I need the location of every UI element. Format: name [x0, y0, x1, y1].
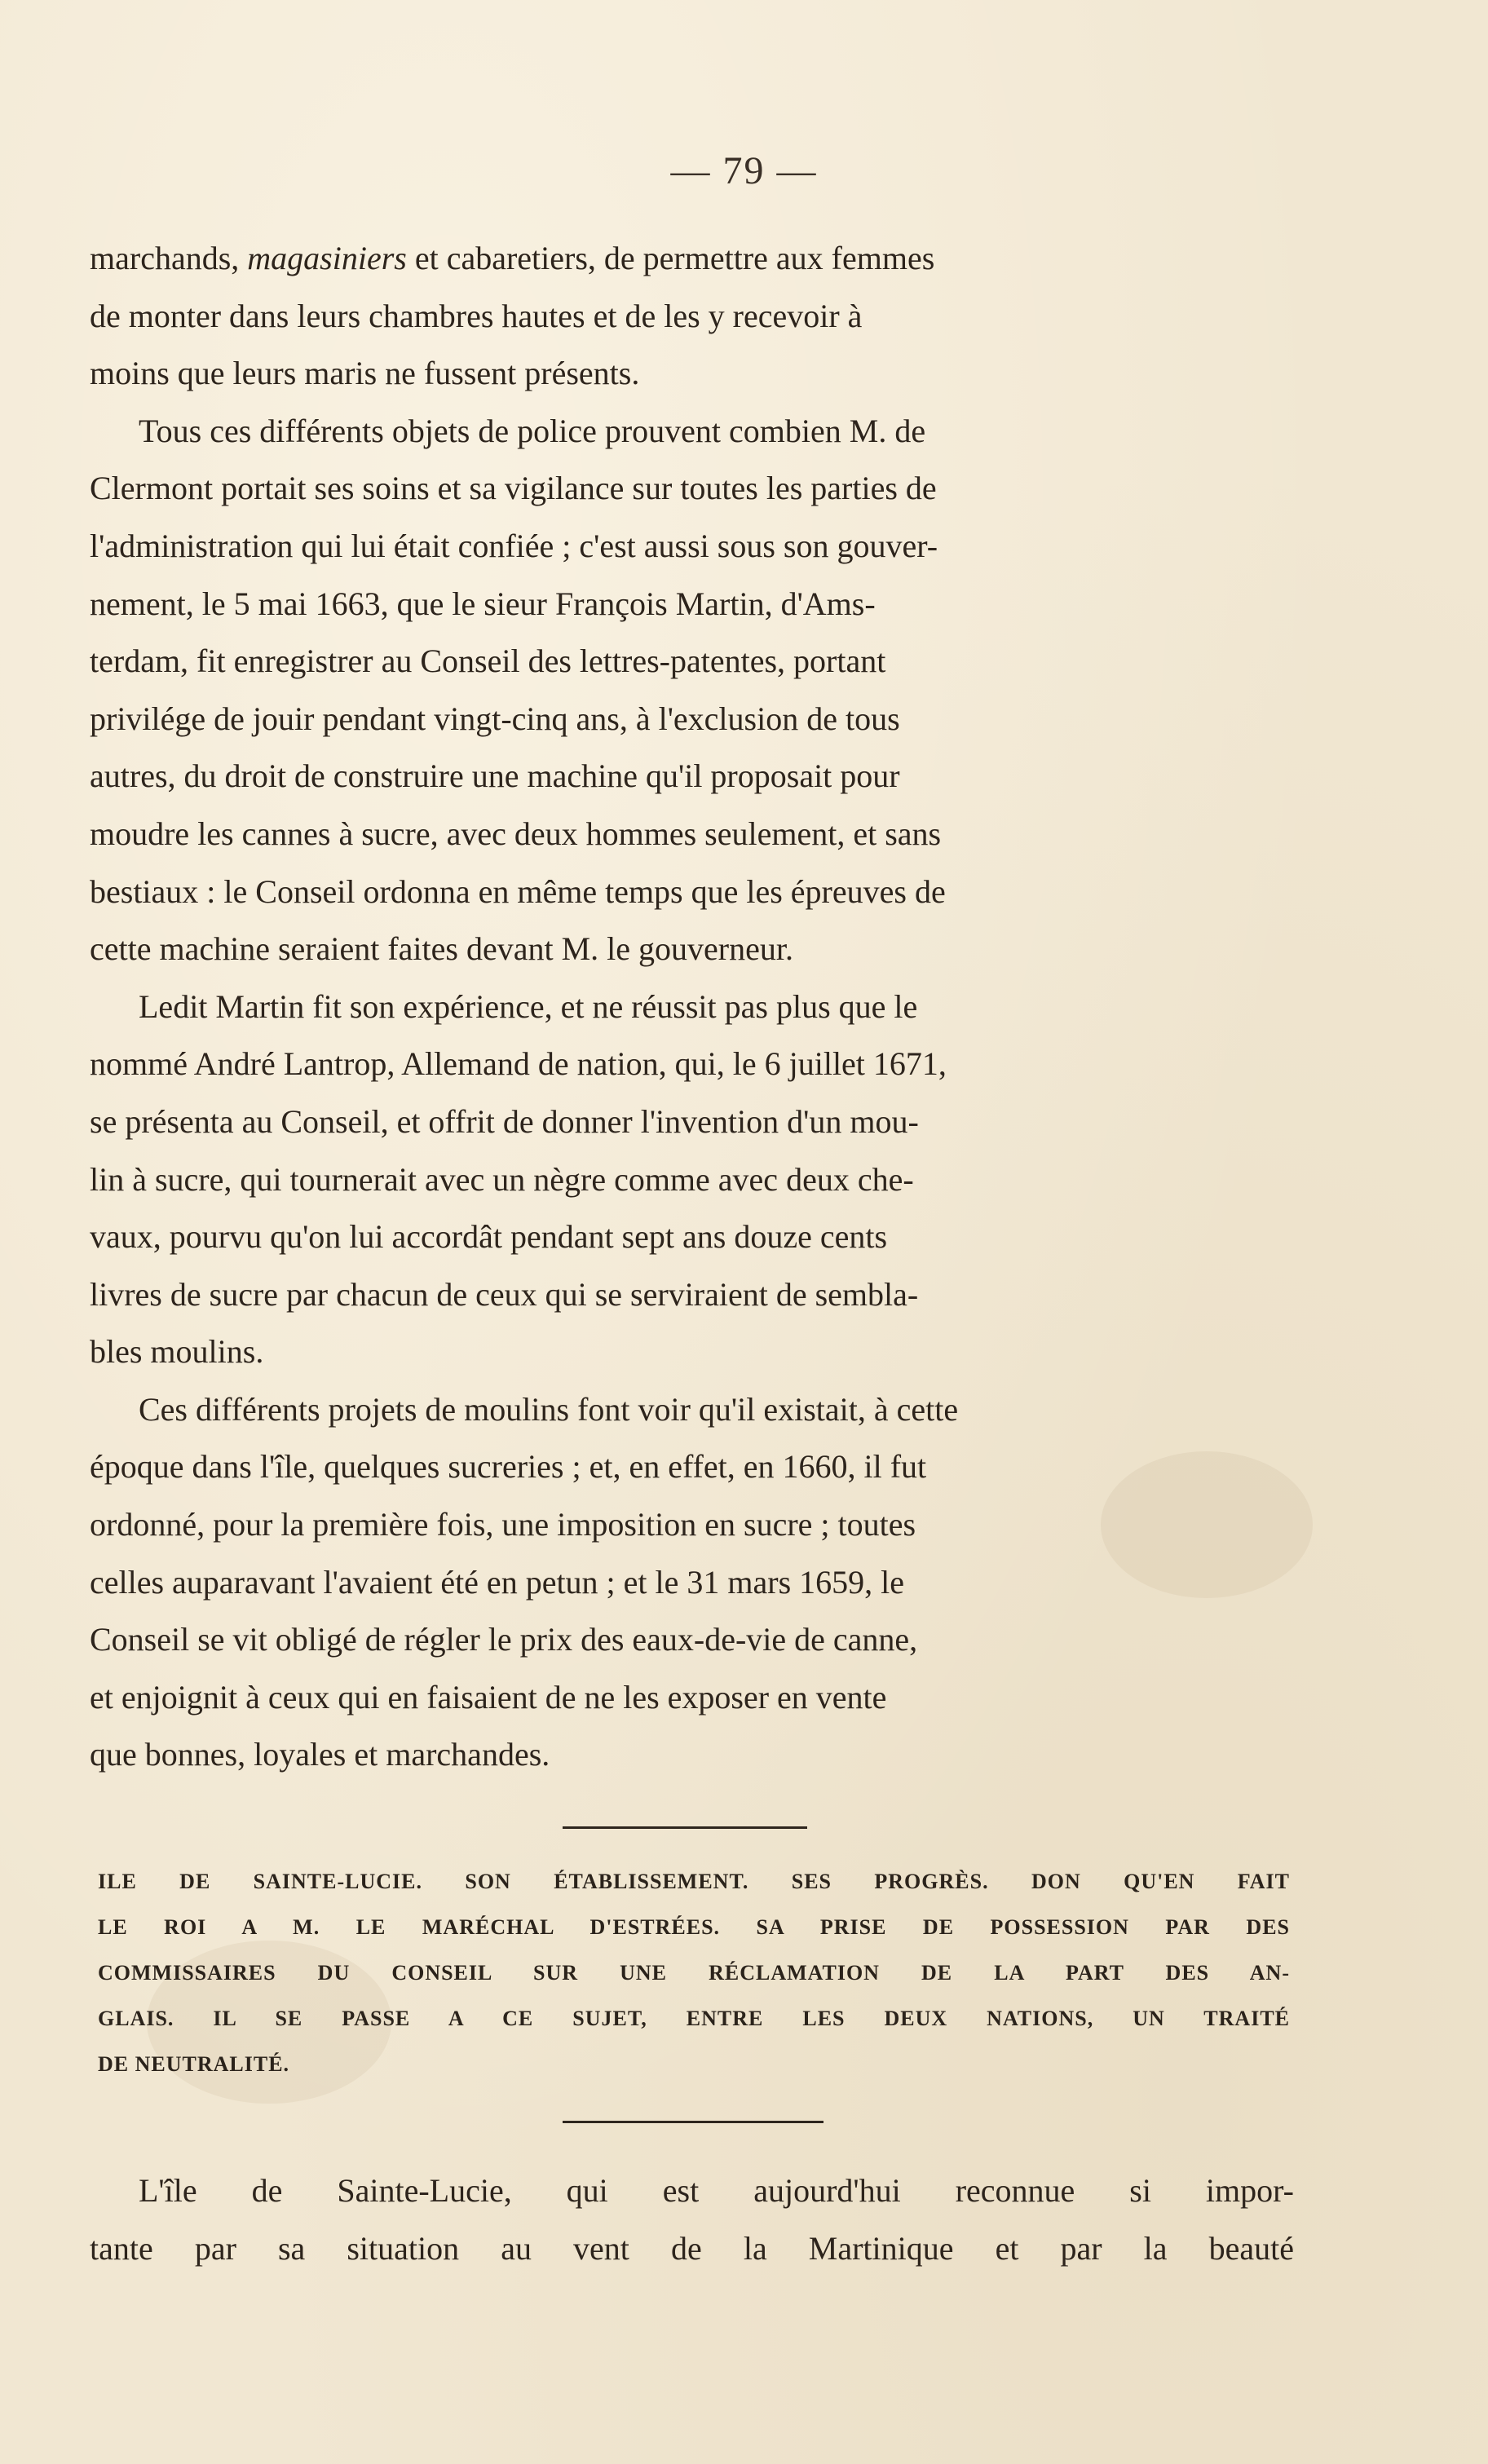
- text-line: cette machine seraient faites devant M. le gouverneur.: [90, 930, 793, 968]
- text-line: l'administration qui lui était confiée ; c'est aussi sous son gouver-: [90, 527, 938, 564]
- summary-line: GLAIS. IL SE PASSE A CE SUJET, ENTRE LES DEUX NATIONS, UN TRAITÉ: [98, 2007, 1290, 2030]
- text-line: privilége de jouir pendant vingt-cinq ans, à l'exclusion de tous: [90, 700, 900, 737]
- text-line: terdam, fit enregistrer au Conseil des lettres-patentes, portant: [90, 642, 886, 680]
- body-text: [90, 230, 1294, 1784]
- summary-line: COMMISSAIRES DU CONSEIL SUR UNE RÉCLAMATION DE LA PART DES AN-: [98, 1961, 1290, 1985]
- summary-line: LE ROI A M. LE MARÉCHAL D'ESTRÉES. SA PRISE DE POSSESSION PAR DES: [98, 1915, 1290, 1939]
- text-line: celles auparavant l'avaient été en petun ; et le 31 mars 1659, le: [90, 1563, 905, 1601]
- text-line: ordonné, pour la première fois, une imposition en sucre ; toutes: [90, 1506, 916, 1543]
- text-line: Clermont portait ses soins et sa vigilance sur toutes les parties de: [90, 470, 937, 507]
- text-line: moins que leurs maris ne fussent présents.: [90, 355, 640, 392]
- chapter-summary: [98, 1859, 1290, 2087]
- text-line: Tous ces différents objets de police prouvent combien M. de: [139, 412, 926, 449]
- summary-line: DE NEUTRALITÉ.: [98, 2052, 290, 2076]
- page-number: — 79 —: [670, 149, 818, 192]
- text-line: de monter dans leurs chambres hautes et de les y recevoir à: [90, 297, 863, 334]
- text-line: livres de sucre par chacun de ceux qui se serviraient de sembla-: [90, 1275, 919, 1313]
- text-line: bestiaux : le Conseil ordonna en même temps que les épreuves de: [90, 872, 946, 910]
- italic-word: magasiniers: [247, 240, 407, 276]
- text-line: autres, du droit de construire une machine qu'il proposait pour: [90, 757, 900, 795]
- text-line: marchands, magasiniers et cabaretiers, de permettre aux femmes: [90, 240, 935, 276]
- text-line: tante par sa situation au vent de la Martinique et par la beauté: [90, 2229, 1294, 2267]
- divider-rule: [563, 1826, 807, 1829]
- text-line: moudre les cannes à sucre, avec deux hommes seulement, et sans: [90, 815, 942, 852]
- text-line: et enjoignit à ceux qui en faisaient de ne les exposer en vente: [90, 1678, 887, 1716]
- text-line: Ledit Martin fit son expérience, et ne réussit pas plus que le: [139, 987, 918, 1025]
- text-line: nommé André Lantrop, Allemand de nation, qui, le 6 juillet 1671,: [90, 1045, 947, 1083]
- text-line: bles moulins.: [90, 1333, 264, 1371]
- text-line: que bonnes, loyales et marchandes.: [90, 1736, 550, 1773]
- divider-rule: [563, 2121, 823, 2123]
- text-line: se présenta au Conseil, et offrit de donner l'invention d'un mou-: [90, 1102, 919, 1140]
- text-line: Ces différents projets de moulins font voir qu'il existait, à cette: [139, 1390, 959, 1428]
- text-line: L'île de Sainte-Lucie, qui est aujourd'hui reconnue si impor-: [139, 2172, 1294, 2209]
- body-text: [90, 2162, 1294, 2277]
- text-line: vaux, pourvu qu'on lui accordât pendant sept ans douze cents: [90, 1218, 888, 1256]
- summary-line: ILE DE SAINTE-LUCIE. SON ÉTABLISSEMENT. SES PROGRÈS. DON QU'EN FAIT: [98, 1870, 1290, 1893]
- text-line: lin à sucre, qui tournerait avec un nègre comme avec deux che-: [90, 1160, 914, 1198]
- text-line: époque dans l'île, quelques sucreries ; et, en effet, en 1660, il fut: [90, 1448, 927, 1486]
- text-line: nement, le 5 mai 1663, que le sieur François Martin, d'Ams-: [90, 585, 876, 622]
- text-line: Conseil se vit obligé de régler le prix des eaux-de-vie de canne,: [90, 1621, 918, 1658]
